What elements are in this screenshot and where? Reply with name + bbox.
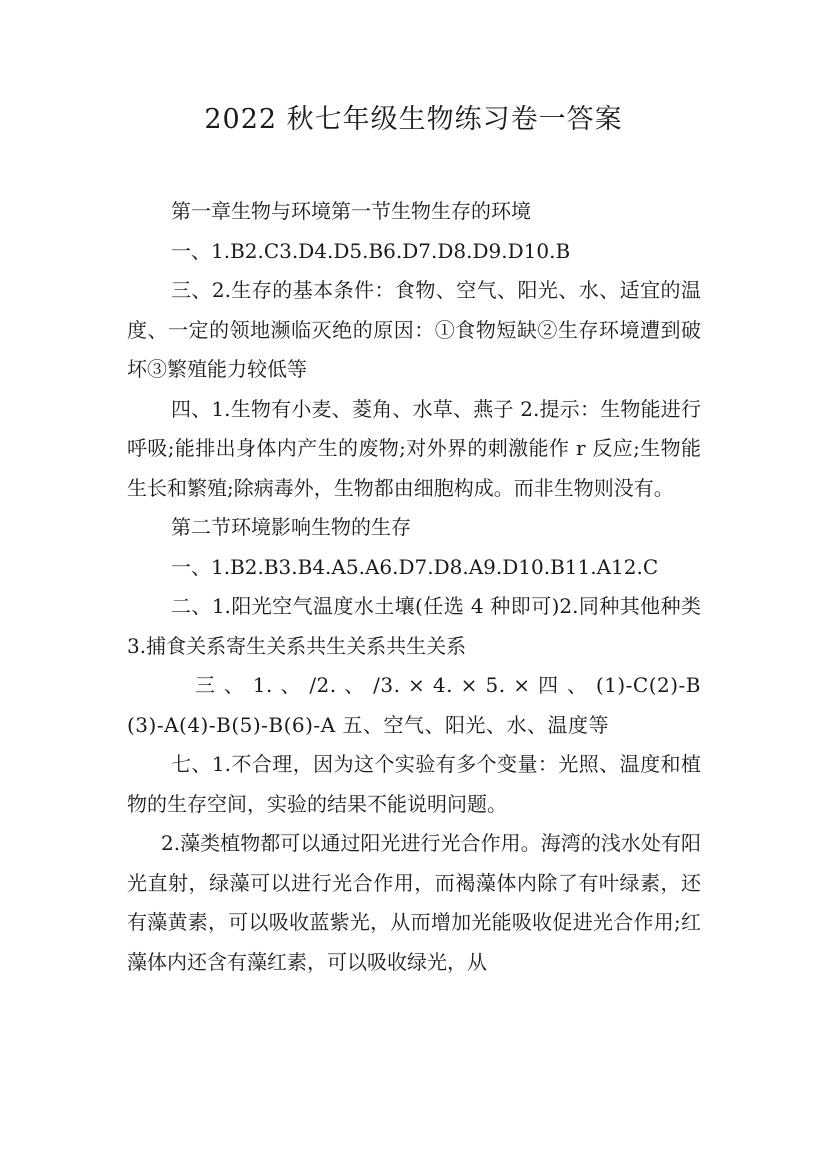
- answer-paragraph: 七、1.不合理，因为这个实验有多个变量：光照、温度和植物的生存空间，实验的结果不能说明问题。: [127, 752, 701, 816]
- answer-paragraph: 三 、 1. 、 /2. 、 /3. × 4. × 5. × 四 、 (1)-C(2)-B(3)-A(4)-B(5)-B(6)-A 五、空气、阳光、水、温度等: [127, 673, 701, 737]
- answer-paragraph: 四、1.生物有小麦、菱角、水草、燕子 2.提示：生物能进行呼吸;能排出身体内产生的废物;对外界的刺激能作 r 反应;生物能生长和繁殖;除病毒外，生物都由细胞构成。而非生物则没有。: [127, 396, 701, 500]
- section-heading: 第二节环境影响生物的生存: [171, 515, 411, 539]
- answer-paragraph: 一、1.B2.B3.B4.A5.A6.D7.D8.A9.D10.B11.A12.C: [171, 554, 659, 579]
- section-heading: 第一章生物与环境第一节生物生存的环境: [171, 199, 531, 223]
- document-body: [127, 192, 701, 982]
- answer-paragraph: 一、1.B2.C3.D4.D5.B6.D7.D8.D9.D10.B: [171, 238, 571, 263]
- answer-paragraph: 三、2.生存的基本条件：食物、空气、阳光、水、适宜的温度、一定的领地濒临灭绝的原因：①食物短缺②生存环境遭到破坏③繁殖能力较低等: [127, 278, 701, 381]
- answer-paragraph: 2.藻类植物都可以通过阳光进行光合作用。海湾的浅水处有阳光直射，绿藻可以进行光合作用，而褐藻体内除了有叶绿素，还有藻黄素，可以吸收蓝紫光，从而增加光能吸收促进光合作用;红藻体内还含有藻红素，可以吸收绿光，从: [127, 831, 701, 974]
- answer-paragraph: 二、1.阳光空气温度水土壤(任选 4 种即可)2.同种其他种类 3.捕食关系寄生关系共生关系共生关系: [127, 594, 701, 658]
- document-title: 2022 秋七年级生物练习卷一答案: [204, 104, 623, 135]
